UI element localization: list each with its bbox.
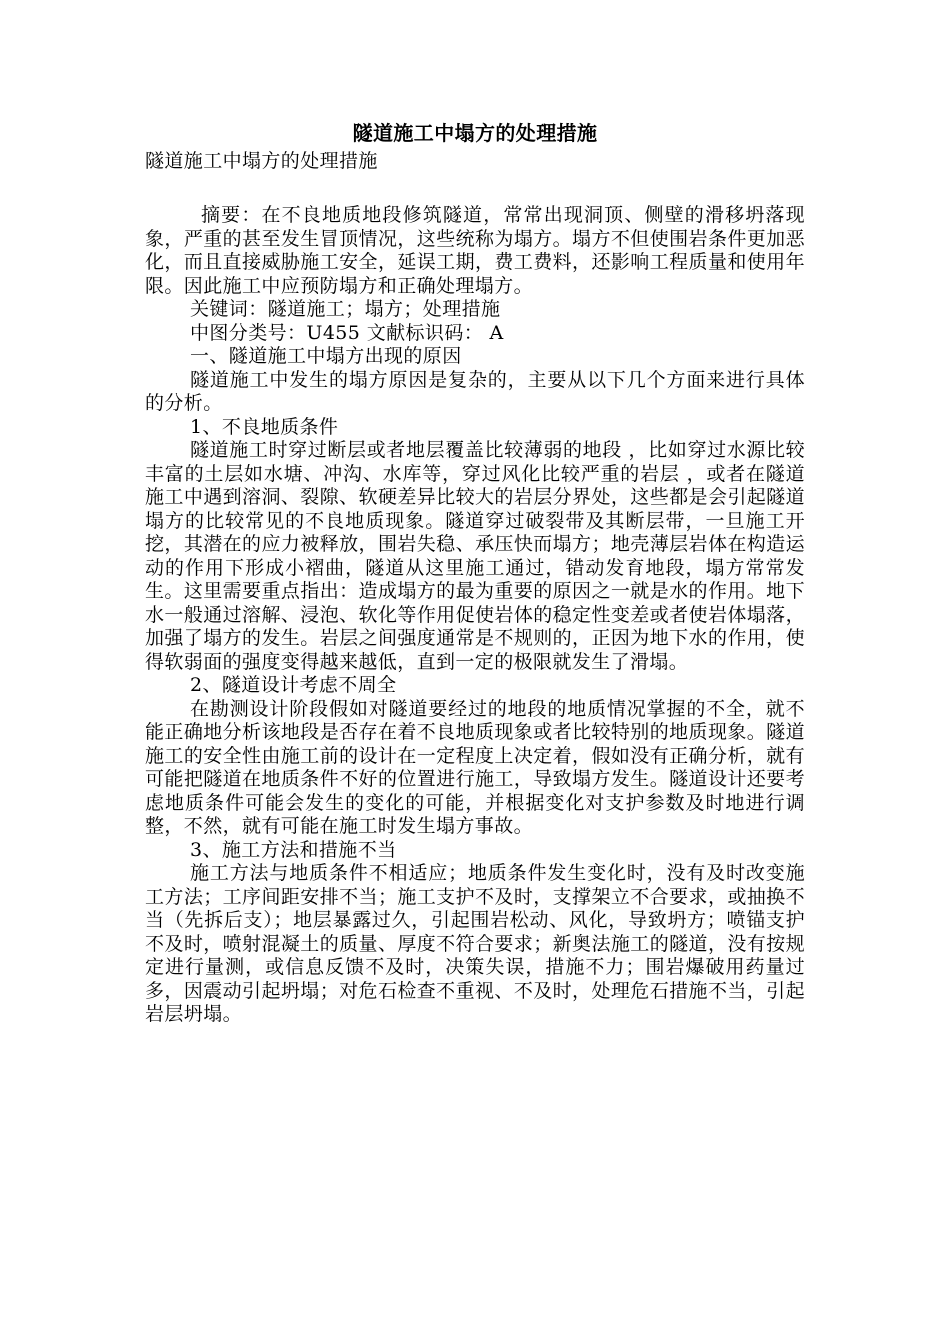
document-title: 隧道施工中塌方的处理措施 (352, 121, 598, 145)
subsection-heading-methods: 3、施工方法和措施不当 (190, 838, 397, 861)
section-intro-paragraph: 隧道施工中发生的塌方原因是复杂的，主要从以下几个方面来进行具体的分析。 (145, 368, 805, 414)
classification-line: 中图分类号：U455 文献标识码： A (190, 321, 504, 344)
abstract-paragraph: 摘要：在不良地质地段修筑隧道，常常出现洞顶、侧壁的滑移坍落现象，严重的甚至发生冒顶情况，这些统称为塌方。塌方不但使围岩条件更加恶化，而且直接威胁施工安全，延误工期，费工费料，还影响工程质量和使用年限。因此施工中应预防塌方和正确处理塌方。 (145, 204, 805, 297)
subsection-body-methods: 施工方法与地质条件不相适应；地质条件发生变化时，没有及时改变施工方法；工序间距安排不当；施工支护不及时，支撑架立不合要求，或抽换不当（先拆后支）；地层暴露过久，引起围岩松动、风化，导致坍方；喷锚支护不及时，喷射混凝土的质量、厚度不符合要求；新奥法施工的隧道，没有按规定进行量测，或信息反馈不及时，决策失误，措施不力；围岩爆破用药量过多，因震动引起坍塌；对危石检查不重视、不及时，处理危石措施不当，引起岩层坍塌。 (145, 862, 805, 1025)
subsection-heading-geology: 1、不良地质条件 (190, 415, 339, 438)
document-body (145, 118, 805, 1027)
subsection-body-geology: 隧道施工时穿过断层或者地层覆盖比较薄弱的地段 ，比如穿过水源比较丰富的土层如水塘、冲沟、水库等，穿过风化比较严重的岩层 ，或者在隧道施工中遇到溶洞、裂隙、软硬差异比较大的岩层分界处，这些都是会引起隧道塌方的比较常见的不良地质现象。隧道穿过破裂带及其断层带，一旦施工开挖，其潜在的应力被释放，围岩失稳、承压快而塌方；地壳薄层岩体在构造运动的作用下形成小褶曲，隧道从这里施工通过，错动发育地段，塌方常常发生。这里需要重点指出：造成塌方的最为重要的原因之一就是水的作用。地下水一般通过溶解、浸泡、软化等作用促使岩体的稳定性变差或者使岩体塌落，加强了塌方的发生。岩层之间强度通常是不规则的，正因为地下水的作用，使得软弱面的强度变得越来越低，直到一定的极限就发生了滑塌。 (145, 439, 805, 673)
document-subtitle: 隧道施工中塌方的处理措施 (145, 150, 378, 172)
keywords-line: 关键词：隧道施工；塌方；处理措施 (190, 298, 501, 320)
subsection-body-design: 在勘测设计阶段假如对隧道要经过的地段的地质情况掌握的不全，就不能正确地分析该地段是否存在着不良地质现象或者比较特别的地质现象。隧道施工的安全性由施工前的设计在一定程度上决定着，假如没有正确分析，就有可能把隧道在地质条件不好的位置进行施工，导致塌方发生。隧道设计还要考虑地质条件可能会发生的变化的可能，并根据变化对支护参数及时地进行调整，不然，就有可能在施工时发生塌方事故。 (145, 697, 805, 837)
section-heading-causes: 一、隧道施工中塌方出现的原因 (190, 345, 462, 367)
subsection-heading-design: 2、隧道设计考虑不周全 (190, 674, 397, 696)
